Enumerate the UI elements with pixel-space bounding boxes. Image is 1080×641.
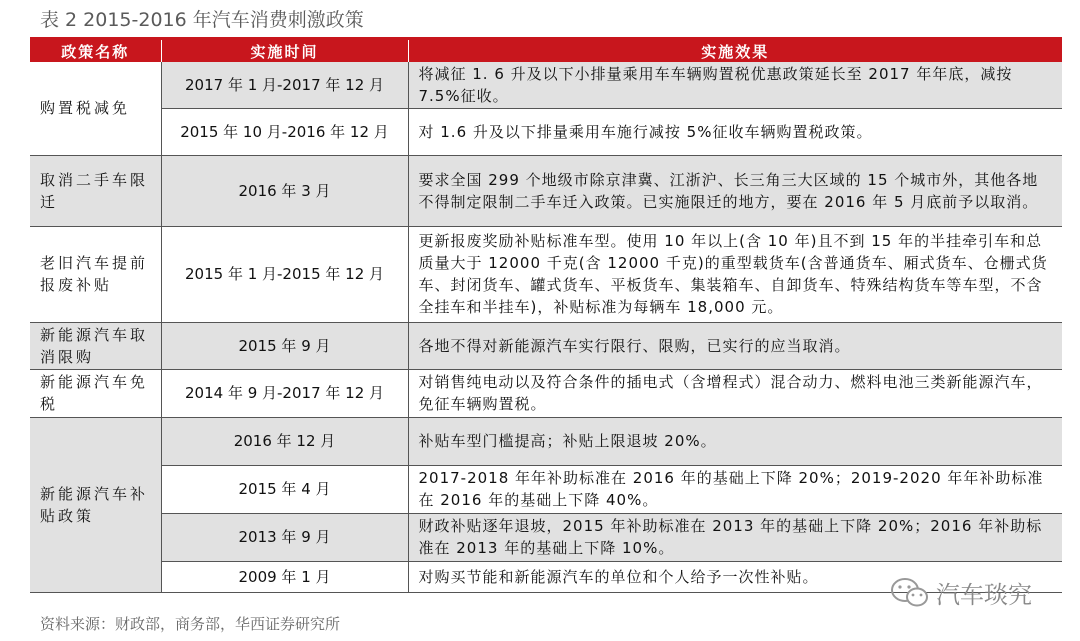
table-row (30, 62, 1062, 108)
table-row (30, 226, 1062, 322)
source-note: 资料来源：财政部，商务部，华西证券研究所 (40, 615, 341, 633)
header-policy-name: 政策名称 (30, 40, 161, 62)
header-effect: 实施效果 (408, 40, 1062, 62)
table-row (30, 417, 1062, 465)
effect-cell: 各地不得对新能源汽车实行限行、限购，已实行的应当取消。 (408, 322, 1062, 369)
policy-name-cell: 取消二手车限迁 (30, 155, 161, 226)
table-row (30, 369, 1062, 417)
policy-table (30, 40, 1062, 593)
time-cell: 2014 年 9 月-2017 年 12 月 (161, 369, 408, 417)
watermark-text: 汽车琰究 (936, 581, 1032, 609)
policy-name-cell: 购置税减免 (30, 62, 161, 155)
policy-name-cell: 新能源汽车免税 (30, 369, 161, 417)
watermark (890, 575, 1032, 610)
effect-cell: 财政补贴逐年退坡，2015 年补助标准在 2013 年的基础上下降 20%；2016 年补助标准在 2013 年的基础上下降 10%。 (408, 513, 1062, 561)
time-cell: 2016 年 3 月 (161, 155, 408, 226)
time-cell: 2015 年 1 月-2015 年 12 月 (161, 226, 408, 322)
time-cell: 2015 年 9 月 (161, 322, 408, 369)
time-cell: 2016 年 12 月 (161, 417, 408, 465)
policy-name-cell: 老旧汽车提前报废补贴 (30, 226, 161, 322)
table-row (30, 513, 1062, 561)
effect-cell: 2017-2018 年年补助标准在 2016 年的基础上下降 20%；2019-2020 年年补助标准在 2016 年的基础上下降 40%。 (408, 465, 1062, 513)
time-cell: 2009 年 1 月 (161, 561, 408, 592)
table-row (30, 465, 1062, 513)
effect-cell: 更新报废奖励补贴标准车型。使用 10 年以上(含 10 年)且不到 15 年的半挂牵引车和总质量大于 12000 千克(含 12000 千克)的重型载货车(含普通货车、厢式货车、仓栅式货车、封闭货车、罐式货车、平板货车、集装箱车、自卸货车、特殊结构货车等车型，不含全挂车和半挂车)，补贴标准为每辆车 18,000 元。 (408, 226, 1062, 322)
header-row (30, 40, 1062, 62)
effect-cell: 对销售纯电动以及符合条件的插电式（含增程式）混合动力、燃料电池三类新能源汽车，免征车辆购置税。 (408, 369, 1062, 417)
effect-cell: 对 1.6 升及以下排量乘用车施行减按 5%征收车辆购置税政策。 (408, 108, 1062, 155)
policy-name-cell: 新能源汽车取消限购 (30, 322, 161, 369)
wechat-icon (890, 577, 930, 609)
header-time: 实施时间 (161, 40, 408, 62)
table-title: 表 2 2015-2016 年汽车消费刺激政策 (40, 9, 364, 31)
effect-cell: 将减征 1. 6 升及以下小排量乘用车车辆购置税优惠政策延长至 2017 年年底，减按 7.5%征收。 (408, 62, 1062, 108)
time-cell: 2015 年 4 月 (161, 465, 408, 513)
time-cell: 2015 年 10 月-2016 年 12 月 (161, 108, 408, 155)
effect-cell: 对购买节能和新能源汽车的单位和个人给予一次性补贴。 (408, 561, 1062, 592)
time-cell: 2017 年 1 月-2017 年 12 月 (161, 62, 408, 108)
policy-name-cell: 新能源汽车补贴政策 (30, 417, 161, 592)
table-row (30, 108, 1062, 155)
effect-cell: 要求全国 299 个地级市除京津冀、江浙沪、长三角三大区域的 15 个城市外，其他各地不得制定限制二手车迁入政策。已实施限迁的地方，要在 2016 年 5 月底前予以取消。 (408, 155, 1062, 226)
table-row (30, 322, 1062, 369)
table-row (30, 155, 1062, 226)
effect-cell: 补贴车型门槛提高；补贴上限退坡 20%。 (408, 417, 1062, 465)
time-cell: 2013 年 9 月 (161, 513, 408, 561)
